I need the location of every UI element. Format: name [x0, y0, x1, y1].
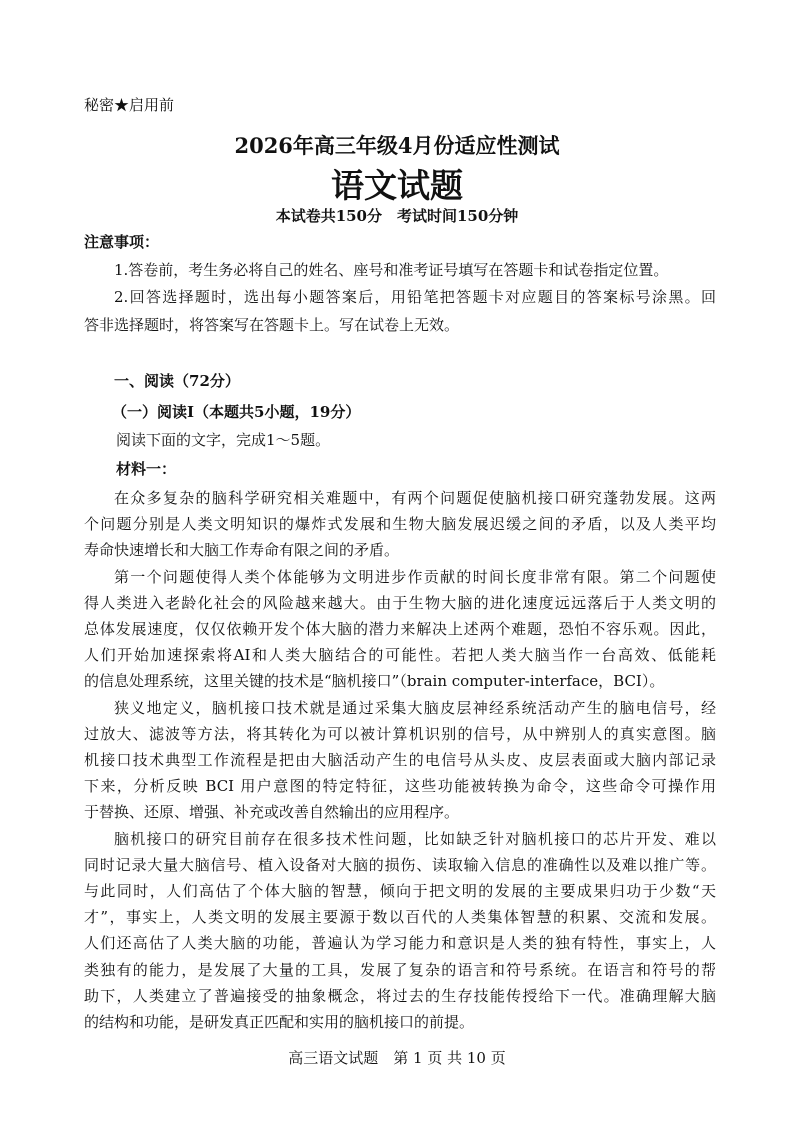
paragraph-line: 才”，事实上，人类文明的发展主要源于数以百代的人类集体智慧的积累、交流和发展。 — [84, 908, 716, 927]
note-item-2: 2.回答选择题时，选出每小题答案后，用铅笔把答题卡对应题目的答案标号涂黑。回 — [114, 288, 716, 306]
paragraph-line: 脑机接口的研究目前存在很多技术性问题，比如缺乏针对脑机接口的芯片开发、难以 — [114, 829, 716, 848]
paragraph-line: 第一个问题使得人类个体能够为文明进步作贡献的时间长度非常有限。第二个问题使 — [114, 567, 716, 586]
paragraph-line: 的信息处理系统，这里关键的技术是“脑机接口”（brain computer-interface，BCI）。 — [84, 672, 665, 691]
paragraph-line: 的结构和功能，是研发真正匹配和实用的脑机接口的前提。 — [84, 1013, 475, 1031]
note-item-1: 1.答卷前，考生务必将自己的姓名、座号和准考证号填写在答题卡和试卷指定位置。 — [114, 261, 669, 279]
paragraph-line: 个问题分别是人类文明知识的爆炸式发展和生物大脑发展迟缓之间的矛盾，以及人类平均 — [84, 515, 716, 534]
paragraph-line: 寿命快速增长和大脑工作寿命有限之间的矛盾。 — [84, 541, 400, 560]
paragraph-line: 类独有的能力，是发展了大量的工具，发展了复杂的语言和符号系统。在语言和符号的帮 — [84, 960, 716, 979]
material-label: 材料一： — [116, 460, 177, 478]
page-footer: 高三语文试题 第 1 页 共 10 页 — [288, 1049, 506, 1067]
notes-heading: 注意事项： — [84, 233, 160, 251]
note-item-2-cont: 答非选择题时，将答案写在答题卡上。写在试卷上无效。 — [84, 316, 460, 334]
section-title: 一、阅读（72分） — [114, 372, 240, 390]
paragraph-line: 得人类进入老龄化社会的风险越来越大。由于生物大脑的进化速度远远落后于人类文明的 — [84, 593, 716, 612]
paragraph-line: 总体发展速度，仅仅依赖开发个体大脑的潜力来解决上述两个难题，恐怕不容乐观。因此， — [84, 620, 716, 638]
paragraph-line: 过放大、滤波等方法，将其转化为可以被计算机识别的信号，从中辨别人的真实意图。脑 — [84, 724, 716, 743]
paragraph-line: 狭义地定义，脑机接口技术就是通过采集大脑皮层神经系统活动产生的脑电信号，经 — [114, 698, 716, 717]
paragraph-line: 下来，分析反映 BCI 用户意图的特定特征，这些功能被转换为命令，这些命令可操作用 — [84, 777, 716, 796]
section-subtitle: （一）阅读Ⅰ（本题共5小题，19分） — [112, 403, 361, 421]
page-title: 语文试题 — [331, 166, 463, 205]
instruction: 阅读下面的文字，完成1～5题。 — [116, 431, 331, 449]
paragraph-line: 同时记录大量大脑信号、植入设备对大脑的损伤、读取输入信息的准确性以及难以推广等。 — [84, 855, 716, 874]
exam-info: 本试卷共150分 考试时间150分钟 — [275, 207, 519, 225]
paragraph-line: 人们还高估了人类大脑的功能，普遍认为学习能力和意识是人类的独有特性，事实上，人 — [84, 934, 716, 953]
paragraph-line: 助下，人类建立了普遍接受的抽象概念，将过去的生存技能传授给下一代。准确理解大脑 — [84, 986, 716, 1005]
paragraph-line: 机接口技术典型工作流程是把由大脑活动产生的电信号从头皮、皮层表面或大脑内部记录 — [84, 751, 716, 769]
paragraph-line: 在众多复杂的脑科学研究相关难题中，有两个问题促使脑机接口研究蓬勃发展。这两 — [114, 489, 716, 507]
paragraph-line: 于替换、还原、增强、补充或改善自然输出的应用程序。 — [84, 803, 460, 822]
confidential-label: 秘密★启用前 — [84, 96, 175, 114]
exam-name: 2026年高三年级4月份适应性测试 — [234, 133, 560, 158]
paragraph-line: 人们开始加速探索将AI和人类大脑结合的可能性。若把人类大脑当作一台高效、低能耗 — [84, 646, 716, 665]
paragraph-line: 与此同时，人们高估了个体大脑的智慧，倾向于把文明的发展的主要成果归功于少数“天 — [84, 882, 716, 900]
